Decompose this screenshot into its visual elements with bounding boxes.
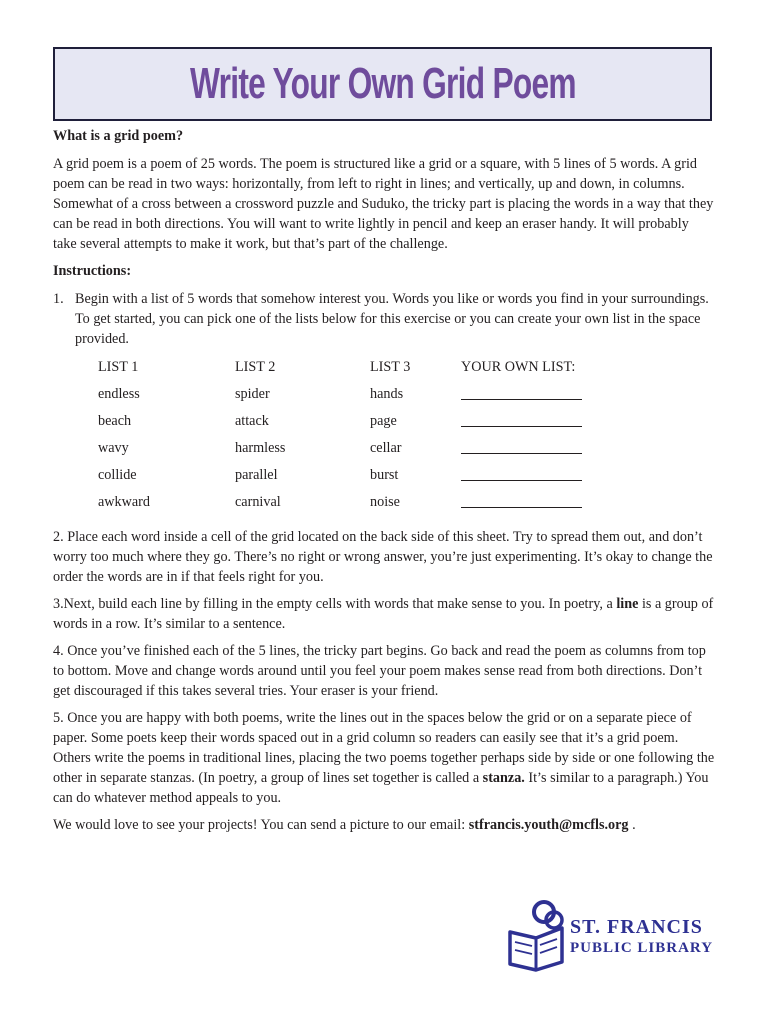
word-cell: harmless xyxy=(235,440,286,456)
blank-line[interactable] xyxy=(461,438,621,460)
word-cell: collide xyxy=(98,467,137,483)
closing-text: We would love to see your projects! You can send a picture to our email: xyxy=(53,817,469,833)
step-3-text-end: is a group of words in a row. It’s similar to a sentence. xyxy=(53,596,714,632)
word-cell: page xyxy=(370,413,397,429)
word-cell: endless xyxy=(98,386,140,402)
blank-line[interactable] xyxy=(461,465,621,487)
word-row xyxy=(98,438,715,465)
word-row xyxy=(98,384,715,411)
word-row xyxy=(98,492,715,519)
word-cell: attack xyxy=(235,413,269,429)
intro-paragraph: A grid poem is a poem of 25 words. The poem is structured like a grid or a square, with 5 lines of 5 words. A grid poem can be read in two ways: horizontally, from left to right in lines; and vertically, up and down, in columns. Somewhat of a cross between a crossword puzzle and Suduko, the tricky part is placing the words in a way that they can be read in both directions. You will want to write lightly in pencil and keep an eraser handy. It will probably take several attempts to make it work, but that’s part of the challenge. xyxy=(53,156,714,252)
page-title: Write Your Own Grid Poem xyxy=(189,59,576,108)
blank-line[interactable] xyxy=(461,411,621,433)
logo-title: ST. FRANCIS xyxy=(570,916,703,938)
blank-line[interactable] xyxy=(461,492,621,514)
worksheet-body xyxy=(53,126,715,842)
title-banner xyxy=(53,47,712,121)
step-4: 4. Once you’ve finished each of the 5 lines, the tricky part begins. Go back and read the poem as columns from top to bottom. Move and change words around until you feel your poem makes sense read from both directions. Don’t get discouraged if this takes several tries. Your eraser is your friend. xyxy=(53,643,706,699)
email-link[interactable]: stfrancis.youth@mcfls.org xyxy=(468,817,629,833)
step-1-text: Begin with a list of 5 words that somehow interest you. Words you like or words you find in your surroundings. To get started, you can pick one of the lists below for this exercise or you can create your own list in the space provided. xyxy=(75,291,709,347)
word-cell: awkward xyxy=(98,494,150,510)
word-cell: wavy xyxy=(98,440,129,456)
logo-subtitle: PUBLIC LIBRARY xyxy=(570,940,714,956)
word-row xyxy=(98,465,715,492)
book-reader-icon xyxy=(506,898,568,972)
closing-line xyxy=(53,815,715,835)
what-is-heading: What is a grid poem? xyxy=(53,128,184,144)
library-logo xyxy=(506,898,716,972)
word-cell: carnival xyxy=(235,494,281,510)
term-line: line xyxy=(616,596,639,612)
list-header: YOUR OWN LIST: xyxy=(461,359,576,375)
step-5-text-end: It’s similar to a paragraph.) You can do whatever method appeals to you. xyxy=(53,770,709,806)
instructions-heading: Instructions: xyxy=(53,263,132,279)
word-lists-header xyxy=(98,357,715,384)
blank-line[interactable] xyxy=(461,384,621,406)
step-5-text: 5. Once you are happy with both poems, write the lines out in the spaces below the grid or on a separate piece of paper. Some poets keep their words spaced out in a grid column so readers can easily see that it’s a grid poem. Others write the poems in traditional lines, placing the two poems together perhaps side by side or one following the other in separate stanzas. (In poetry, a group of lines set together is called a xyxy=(53,710,715,786)
step-5 xyxy=(53,708,715,808)
word-cell: spider xyxy=(235,386,270,402)
list-header: LIST 1 xyxy=(98,359,139,375)
word-cell: hands xyxy=(370,386,404,402)
word-cell: burst xyxy=(370,467,399,483)
word-lists xyxy=(98,357,715,519)
word-cell: beach xyxy=(98,413,132,429)
step-3-text: 3.Next, build each line by filling in the empty cells with words that make sense to you. In poetry, a xyxy=(53,596,617,612)
list-header: LIST 3 xyxy=(370,359,411,375)
step-1-number: 1. xyxy=(53,291,64,307)
word-cell: parallel xyxy=(235,467,278,483)
step-1 xyxy=(53,289,715,349)
step-3 xyxy=(53,594,715,634)
word-cell: noise xyxy=(370,494,400,510)
closing-end: . xyxy=(628,817,636,833)
word-row xyxy=(98,411,715,438)
step-2: 2. Place each word inside a cell of the grid located on the back side of this sheet. Try to spread them out, and don’t worry too much where they go. There’s no right or wrong answer, you’re just experimenting. It’s okay to change the order the words are in if that feels right for you. xyxy=(53,529,713,585)
word-cell: cellar xyxy=(370,440,402,456)
list-header: LIST 2 xyxy=(235,359,276,375)
term-stanza: stanza. xyxy=(482,770,525,786)
